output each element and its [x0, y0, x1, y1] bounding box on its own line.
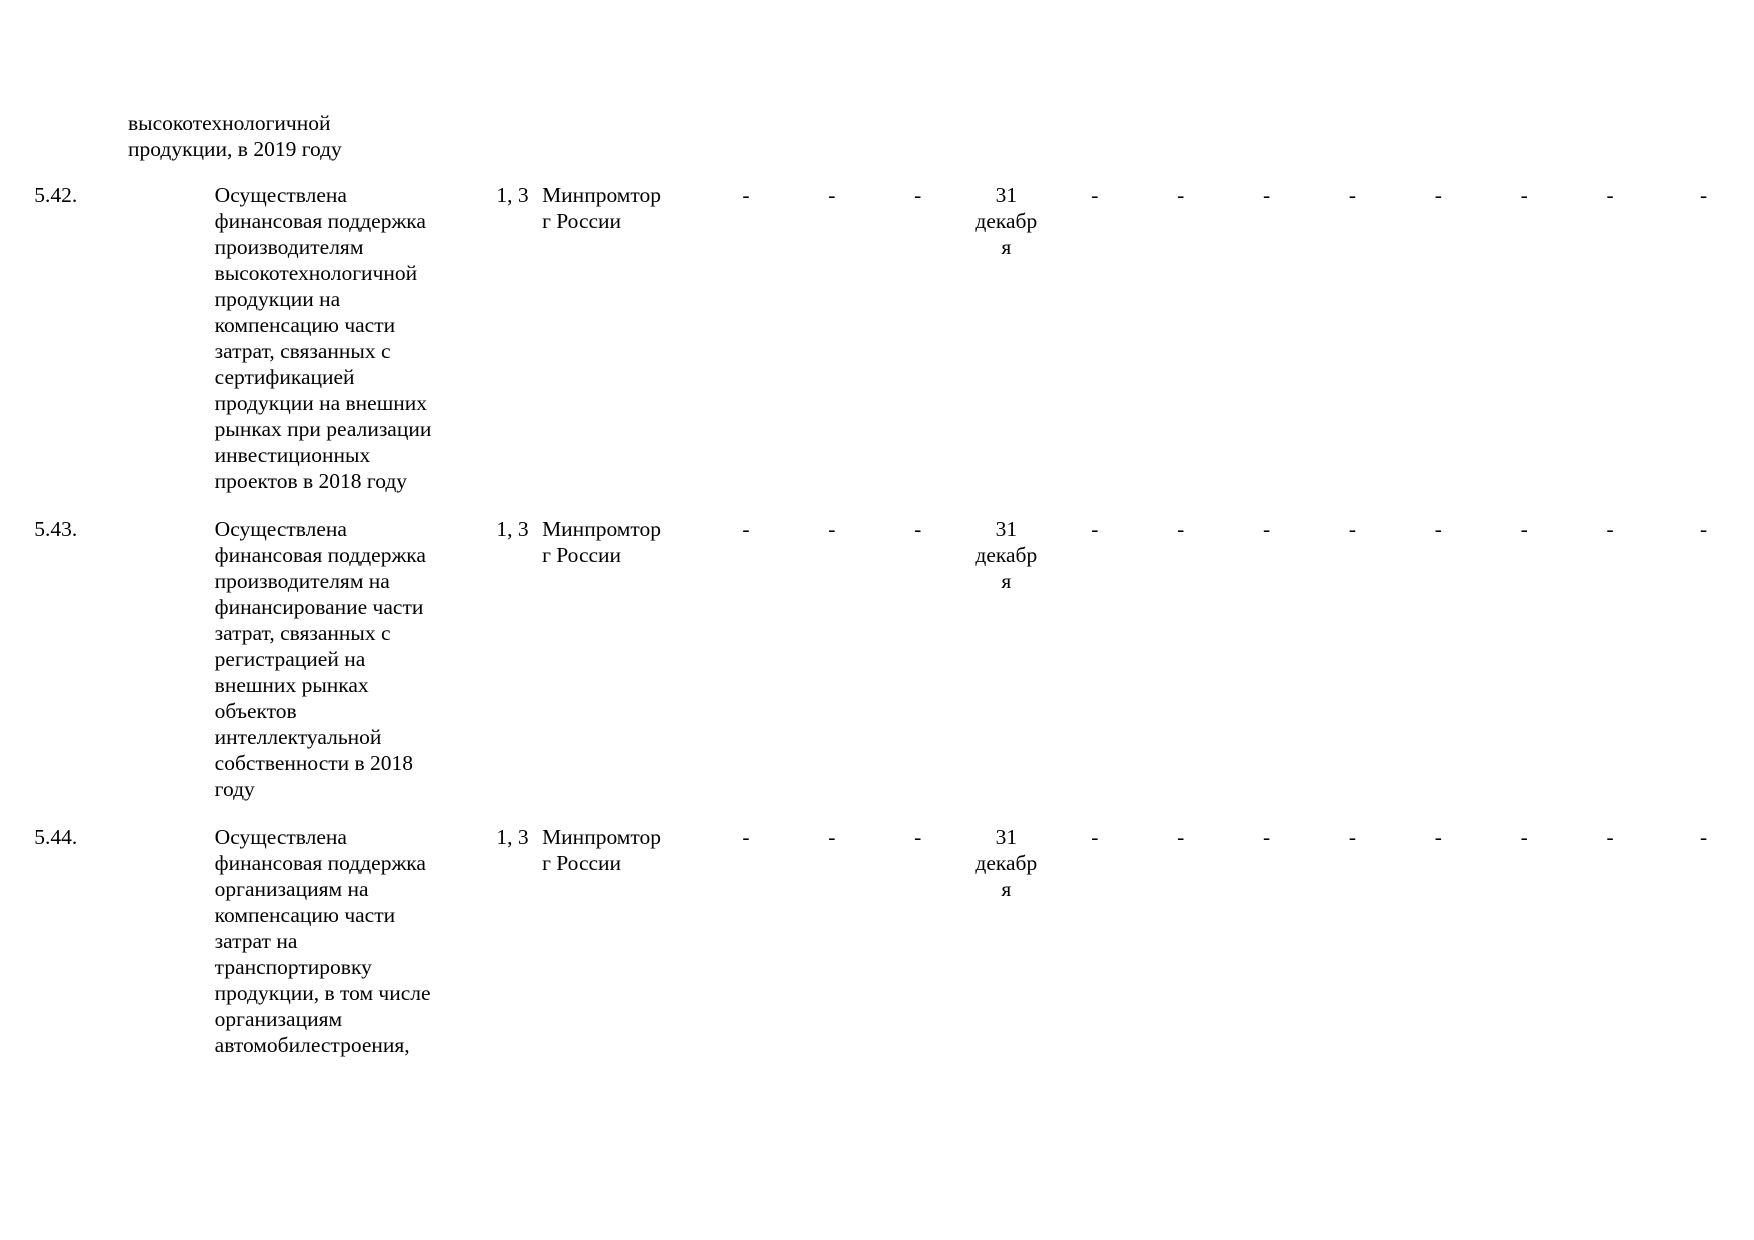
row-value-10: -	[1606, 825, 1614, 849]
table-row[interactable]	[0, 516, 1754, 802]
organization-line: г России	[542, 851, 622, 875]
activity-line: рынках при реализации	[214, 417, 432, 441]
row-value-7: -	[1348, 825, 1357, 849]
row-value-3: -	[914, 517, 922, 541]
continuation-line: продукции, в 2019 году	[128, 137, 342, 161]
deadline-line: я	[1001, 569, 1012, 593]
continuation-line: высокотехнологичной	[128, 111, 331, 135]
row-organization	[542, 182, 703, 494]
activity-line: финансовая поддержка	[214, 209, 426, 233]
row-value-1: -	[742, 517, 750, 541]
activity-line: сертификацией	[214, 365, 355, 389]
row-number: 5.42.	[34, 183, 78, 207]
deadline-line: декабр	[975, 851, 1038, 875]
deadline-line: я	[1001, 877, 1012, 901]
row-value-9: -	[1520, 825, 1528, 849]
row-value-3: -	[914, 825, 922, 849]
organization-line: г России	[542, 543, 622, 567]
activity-line: высокотехнологичной	[214, 261, 418, 285]
activity-line: Осуществлена	[214, 825, 347, 849]
activity-line: Осуществлена	[214, 517, 347, 541]
row-activity	[215, 824, 483, 1058]
row-value-1: -	[742, 825, 750, 849]
activity-line: проектов в 2018 году	[214, 469, 408, 493]
activity-line: компенсацию части	[214, 313, 396, 337]
continuation-spacer-row	[0, 110, 1754, 182]
activity-line: году	[214, 777, 255, 801]
row-indicators: 1, 3	[496, 825, 529, 849]
row-value-11: -	[1699, 825, 1708, 849]
activity-line: транспортировку	[214, 955, 372, 979]
row-value-9: -	[1520, 517, 1528, 541]
activity-line: собственности в 2018	[214, 751, 414, 775]
activity-line: финансовая поддержка	[214, 543, 426, 567]
left-gutter	[77, 516, 214, 802]
activity-line: автомобилестроения,	[214, 1033, 410, 1057]
row-value-1: -	[742, 183, 750, 207]
activity-line: организациям на	[214, 877, 369, 901]
row-number: 5.44.	[34, 825, 78, 849]
row-value-10: -	[1606, 517, 1614, 541]
activity-line: производителям на	[214, 569, 390, 593]
row-spacer	[0, 802, 1754, 824]
activity-line: компенсацию части	[214, 903, 396, 927]
row-value-6: -	[1263, 825, 1271, 849]
deadline-line: декабр	[975, 543, 1038, 567]
row-organization	[542, 516, 703, 802]
row-activity	[215, 516, 483, 802]
row-value-7: -	[1348, 517, 1357, 541]
row-value-6: -	[1263, 517, 1271, 541]
activity-line: затрат, связанных с	[214, 339, 391, 363]
organization-line: Минпромтор	[542, 183, 662, 207]
table-row[interactable]	[0, 182, 1754, 494]
activity-line: внешних рынках	[214, 673, 369, 697]
row-value-11: -	[1699, 183, 1708, 207]
spacer-cell	[0, 110, 1754, 182]
table-row[interactable]	[0, 824, 1754, 1058]
activity-line: финансирование части	[214, 595, 424, 619]
row-activity	[215, 182, 483, 494]
deadline-line: 31	[995, 825, 1018, 849]
row-indicators: 1, 3	[496, 183, 529, 207]
activity-line: инвестиционных	[214, 443, 371, 467]
row-deadline	[961, 182, 1052, 494]
row-value-3: -	[914, 183, 922, 207]
row-spacer	[0, 494, 1754, 516]
activity-line: регистрацией на	[214, 647, 366, 671]
organization-line: Минпромтор	[542, 517, 662, 541]
row-deadline	[961, 824, 1052, 1058]
row-value-5: -	[1177, 183, 1185, 207]
activity-line: финансовая поддержка	[214, 851, 426, 875]
row-value-10: -	[1606, 183, 1614, 207]
row-value-4: -	[1091, 825, 1099, 849]
row-value-2: -	[828, 517, 836, 541]
activity-line: Осуществлена	[214, 183, 347, 207]
row-value-2: -	[828, 183, 836, 207]
row-deadline	[961, 516, 1052, 802]
activity-line: интеллектуальной	[214, 725, 382, 749]
spacer-cell	[0, 494, 1754, 516]
organization-line: г России	[542, 209, 622, 233]
row-value-8: -	[1434, 825, 1442, 849]
spacer-cell	[0, 802, 1754, 824]
row-value-2: -	[828, 825, 836, 849]
row-value-5: -	[1177, 825, 1185, 849]
row-value-9: -	[1520, 183, 1528, 207]
activity-line: производителям	[214, 235, 364, 259]
row-indicators: 1, 3	[496, 517, 529, 541]
activity-line: продукции, в том числе	[214, 981, 431, 1005]
row-value-7: -	[1348, 183, 1357, 207]
activity-line: затрат, связанных с	[214, 621, 391, 645]
left-gutter	[77, 824, 214, 1058]
activity-line: затрат на	[214, 929, 298, 953]
organization-line: Минпромтор	[542, 825, 662, 849]
row-number: 5.43.	[34, 517, 78, 541]
row-value-4: -	[1091, 517, 1099, 541]
deadline-line: 31	[995, 517, 1018, 541]
row-value-8: -	[1434, 183, 1442, 207]
activity-line: продукции на	[214, 287, 341, 311]
row-value-11: -	[1699, 517, 1708, 541]
activity-line: организациям	[214, 1007, 343, 1031]
row-value-6: -	[1263, 183, 1271, 207]
deadline-line: декабр	[975, 209, 1038, 233]
action-plan-table	[0, 110, 1754, 1058]
row-value-4: -	[1091, 183, 1099, 207]
row-organization	[542, 824, 703, 1058]
left-gutter	[77, 182, 214, 494]
row-value-8: -	[1434, 517, 1442, 541]
row-value-5: -	[1177, 517, 1185, 541]
activity-line: объектов	[214, 699, 297, 723]
deadline-line: 31	[995, 183, 1018, 207]
deadline-line: я	[1001, 235, 1012, 259]
activity-line: продукции на внешних	[214, 391, 428, 415]
